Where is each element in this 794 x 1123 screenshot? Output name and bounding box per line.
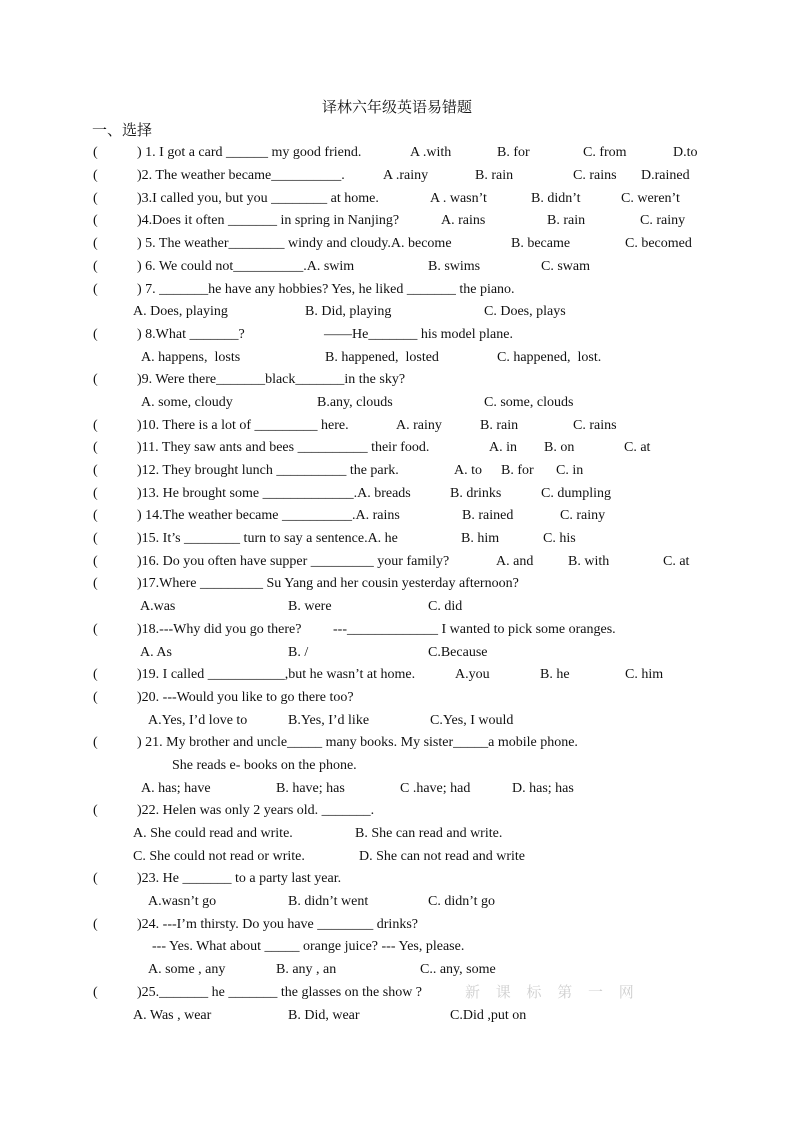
question-continuation: --- Yes. What about _____ orange juice? --- Yes, please. bbox=[152, 939, 465, 955]
question-text: ) 7. _______he have any hobbies? Yes, he liked _______ the piano. bbox=[137, 281, 515, 297]
option-a: A. breads bbox=[357, 485, 411, 501]
question-21-continuation bbox=[0, 755, 794, 778]
option-c: C. did bbox=[428, 599, 463, 615]
question-text: )10. There is a lot of _________ here. bbox=[137, 417, 349, 433]
question-3 bbox=[0, 188, 794, 211]
option-b: B. didn’t went bbox=[288, 894, 369, 910]
option-c: C.Did ,put on bbox=[450, 1007, 527, 1023]
question-25 bbox=[0, 982, 794, 1005]
question-7 bbox=[0, 279, 794, 302]
option-a: A. rains bbox=[355, 508, 400, 524]
option-c: C. She could not read or write. bbox=[133, 848, 305, 864]
question-1 bbox=[0, 142, 794, 165]
question-12 bbox=[0, 460, 794, 483]
option-b: B. rain bbox=[475, 168, 514, 184]
question-continuation: She reads e- books on the phone. bbox=[172, 757, 357, 773]
question-22-options-ab bbox=[0, 823, 794, 846]
question-13 bbox=[0, 483, 794, 506]
option-c: C. happened, lost. bbox=[497, 349, 602, 365]
question-22 bbox=[0, 800, 794, 823]
option-c: C. swam bbox=[541, 258, 590, 274]
option-c: C .have; had bbox=[400, 780, 471, 796]
question-text: ) 6. We could not__________. bbox=[137, 258, 307, 274]
option-d: D. She can not read and write bbox=[359, 848, 525, 864]
option-a: A .with bbox=[410, 145, 452, 161]
question-20 bbox=[0, 687, 794, 710]
question-18 bbox=[0, 619, 794, 642]
answer-bracket: ( bbox=[93, 281, 98, 297]
question-8-options bbox=[0, 347, 794, 370]
question-24-continuation bbox=[0, 936, 794, 959]
option-c: C. rains bbox=[573, 168, 617, 184]
question-17 bbox=[0, 573, 794, 596]
question-text: )4.Does it often _______ in spring in Nanjing? bbox=[137, 213, 400, 229]
question-text: )12. They brought lunch __________ the park. bbox=[137, 463, 399, 478]
option-c: C. dumpling bbox=[541, 485, 612, 501]
answer-bracket: ( bbox=[93, 871, 98, 887]
answer-bracket: ( bbox=[93, 213, 98, 229]
question-stem bbox=[137, 528, 398, 551]
question-text: ) 5. The weather________ windy and cloudy. bbox=[137, 236, 391, 252]
option-b: B. drinks bbox=[450, 485, 502, 501]
answer-bracket: ( bbox=[93, 190, 98, 206]
question-text: )22. Helen was only 2 years old. _______. bbox=[137, 803, 375, 819]
answer-bracket: ( bbox=[93, 984, 98, 1000]
section-row bbox=[0, 120, 794, 143]
answer-bracket: ( bbox=[93, 689, 98, 705]
question-16 bbox=[0, 551, 794, 574]
option-a: A.Yes, I’d love to bbox=[148, 712, 248, 728]
option-d: D.to bbox=[673, 145, 698, 161]
question-text: )17.Where _________ Su Yang and her cousin yesterday afternoon? bbox=[137, 576, 519, 592]
question-text: ) 21. My brother and uncle_____ many books. My sister_____a mobile phone. bbox=[137, 735, 578, 751]
option-a: A. has; have bbox=[141, 780, 211, 796]
option-c: C.Yes, I would bbox=[430, 712, 514, 728]
question-reply: ---_____________ I wanted to pick some oranges. bbox=[333, 621, 616, 637]
option-b: B. rain bbox=[480, 417, 519, 433]
option-a: A. She could read and write. bbox=[133, 826, 293, 841]
question-text: )16. Do you often have supper _________ your family? bbox=[137, 553, 450, 569]
question-text: )15. It’s ________ turn to say a sentence. bbox=[137, 531, 368, 547]
question-9 bbox=[0, 369, 794, 392]
question-stem bbox=[137, 505, 400, 528]
question-text: )19. I called ___________,but he wasn’t at home. bbox=[137, 667, 416, 683]
question-23-options bbox=[0, 891, 794, 914]
watermark: 新 课 标 第 一 网 bbox=[465, 984, 640, 1001]
question-text: )20. ---Would you like to go there too? bbox=[137, 689, 354, 705]
option-c: C. from bbox=[583, 145, 627, 161]
answer-bracket: ( bbox=[93, 440, 98, 456]
option-a: A. become bbox=[390, 236, 452, 252]
option-b: B. happened, losted bbox=[325, 349, 439, 365]
question-text: )23. He _______ to a party last year. bbox=[137, 871, 342, 887]
question-reply: ——He_______ his model plane. bbox=[324, 326, 513, 342]
answer-bracket: ( bbox=[93, 803, 98, 819]
question-text: )11. They saw ants and bees __________ their food. bbox=[137, 440, 430, 456]
question-8 bbox=[0, 324, 794, 347]
option-c: C. some, clouds bbox=[484, 394, 574, 410]
question-text: )9. Were there_______black_______in the sky? bbox=[137, 372, 406, 388]
option-b: B.Yes, I’d like bbox=[288, 712, 370, 728]
worksheet-page bbox=[0, 97, 794, 1027]
option-a: A . wasn’t bbox=[430, 190, 487, 206]
question-4 bbox=[0, 210, 794, 233]
option-c: C. rainy bbox=[640, 213, 686, 229]
option-b: B. for bbox=[501, 463, 534, 478]
answer-bracket: ( bbox=[93, 531, 98, 547]
question-20-options bbox=[0, 710, 794, 733]
option-b: B. Did, wear bbox=[288, 1007, 360, 1023]
option-a: A. to bbox=[454, 463, 482, 478]
question-stem bbox=[137, 483, 411, 506]
question-2 bbox=[0, 165, 794, 188]
option-a: A. Was , wear bbox=[133, 1007, 212, 1023]
option-d: D. has; has bbox=[512, 780, 574, 796]
section-heading: 一、选择 bbox=[92, 122, 153, 139]
question-5 bbox=[0, 233, 794, 256]
option-a: A. some , any bbox=[148, 962, 226, 978]
answer-bracket: ( bbox=[93, 576, 98, 592]
option-b: B. any , an bbox=[276, 962, 337, 978]
option-a: A. some, cloudy bbox=[141, 394, 233, 410]
option-b: B. rained bbox=[462, 508, 514, 524]
question-24 bbox=[0, 914, 794, 937]
question-text: )24. ---I’m thirsty. Do you have ________ drinks? bbox=[137, 916, 418, 932]
question-text: )13. He brought some _____________. bbox=[137, 485, 358, 501]
option-a: A. rains bbox=[441, 213, 486, 229]
question-19 bbox=[0, 664, 794, 687]
question-22-options-cd bbox=[0, 846, 794, 869]
option-b: B. him bbox=[461, 531, 500, 547]
question-text: ) 1. I got a card ______ my good friend. bbox=[137, 145, 362, 161]
option-c: C. Does, plays bbox=[484, 304, 566, 320]
option-a: A.you bbox=[455, 667, 490, 683]
answer-bracket: ( bbox=[93, 417, 98, 433]
answer-bracket: ( bbox=[93, 145, 98, 161]
question-21-options bbox=[0, 778, 794, 801]
answer-bracket: ( bbox=[93, 621, 98, 637]
option-c: C. didn’t go bbox=[428, 894, 496, 910]
answer-bracket: ( bbox=[93, 463, 98, 478]
option-b: B. were bbox=[288, 599, 332, 615]
option-d: D.rained bbox=[641, 168, 690, 184]
option-b: B. Did, playing bbox=[305, 304, 392, 320]
question-25-options bbox=[0, 1005, 794, 1028]
question-17-options bbox=[0, 596, 794, 619]
option-c: C. at bbox=[624, 440, 651, 456]
answer-bracket: ( bbox=[93, 485, 98, 501]
option-b: B. rain bbox=[547, 213, 586, 229]
option-a: A.wasn’t go bbox=[148, 894, 217, 910]
answer-bracket: ( bbox=[93, 508, 98, 524]
question-7-options bbox=[0, 301, 794, 324]
option-a: A. in bbox=[489, 440, 517, 456]
option-b: B. didn’t bbox=[531, 190, 581, 206]
question-14 bbox=[0, 505, 794, 528]
title-row bbox=[0, 97, 794, 120]
option-c: C.. any, some bbox=[420, 962, 496, 978]
option-a: A. rainy bbox=[396, 417, 442, 433]
option-a: A. and bbox=[496, 553, 534, 569]
option-a: A. As bbox=[140, 644, 172, 660]
option-c: C. rainy bbox=[560, 508, 606, 524]
question-10 bbox=[0, 415, 794, 438]
question-21 bbox=[0, 732, 794, 755]
question-6 bbox=[0, 256, 794, 279]
option-b: B.any, clouds bbox=[317, 394, 393, 410]
option-c: C.Because bbox=[428, 644, 488, 660]
option-b: B. on bbox=[544, 440, 575, 456]
option-b: B. with bbox=[568, 553, 610, 569]
option-c: C. becomed bbox=[625, 236, 692, 252]
option-b: B. She can read and write. bbox=[355, 826, 503, 841]
question-11 bbox=[0, 437, 794, 460]
question-text: )25._______ he _______ the glasses on the show ? bbox=[137, 984, 423, 1000]
answer-bracket: ( bbox=[93, 667, 98, 683]
option-c: C. his bbox=[543, 531, 576, 547]
option-c: C. him bbox=[625, 667, 664, 683]
option-b: B. became bbox=[511, 236, 571, 252]
option-b: B. have; has bbox=[276, 780, 345, 796]
option-c: C. weren’t bbox=[621, 190, 680, 206]
question-text: )2. The weather became__________. bbox=[137, 168, 345, 184]
option-c: C. at bbox=[663, 553, 690, 569]
question-text: ) 8.What _______? bbox=[137, 326, 245, 342]
option-a: A.was bbox=[140, 599, 176, 615]
option-c: C. rains bbox=[573, 417, 617, 433]
option-a: A. he bbox=[367, 531, 398, 547]
question-text: )3.I called you, but you ________ at home. bbox=[137, 190, 379, 206]
answer-bracket: ( bbox=[93, 372, 98, 388]
option-a: A. happens, losts bbox=[141, 349, 241, 365]
option-c: C. in bbox=[556, 463, 584, 478]
answer-bracket: ( bbox=[93, 236, 98, 252]
question-text: ) 14.The weather became __________. bbox=[137, 508, 356, 524]
answer-bracket: ( bbox=[93, 258, 98, 274]
question-stem bbox=[137, 233, 452, 256]
option-b: B. for bbox=[497, 145, 530, 161]
option-a: A. swim bbox=[306, 258, 355, 274]
answer-bracket: ( bbox=[93, 735, 98, 751]
answer-bracket: ( bbox=[93, 916, 98, 932]
option-b: B. he bbox=[540, 667, 570, 683]
question-9-options bbox=[0, 392, 794, 415]
question-18-options bbox=[0, 642, 794, 665]
question-15 bbox=[0, 528, 794, 551]
question-23 bbox=[0, 868, 794, 891]
question-24-options bbox=[0, 959, 794, 982]
question-stem bbox=[137, 256, 354, 279]
option-a: A .rainy bbox=[383, 168, 429, 184]
question-text: )18.---Why did you go there? bbox=[137, 621, 302, 637]
answer-bracket: ( bbox=[93, 553, 98, 569]
answer-bracket: ( bbox=[93, 168, 98, 184]
page-title: 译林六年级英语易错题 bbox=[321, 100, 472, 116]
option-a: A. Does, playing bbox=[133, 304, 228, 320]
option-b: B. / bbox=[288, 644, 309, 660]
answer-bracket: ( bbox=[93, 326, 98, 342]
option-b: B. swims bbox=[428, 258, 481, 274]
